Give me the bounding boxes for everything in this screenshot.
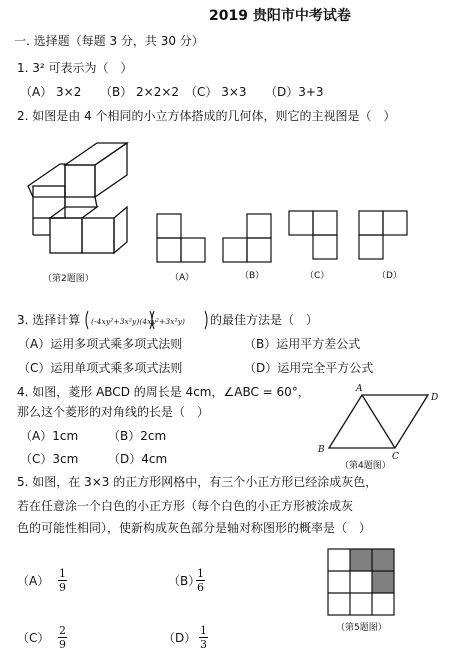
- q2-stem: 2. 如图是由 4 个相同的小立方体搭成的几何体，则它的主视图是（ ）: [17, 109, 396, 123]
- q5-option-b-fraction: 1 6: [197, 567, 204, 594]
- section-heading: 一. 选择题（每题 3 分，共 30 分）: [14, 34, 204, 48]
- q3-stem-prefix: 3. 选择计算: [17, 313, 81, 327]
- q4-caption: （第4题图）: [340, 461, 391, 471]
- q2-label-d: （D）: [377, 271, 402, 281]
- q4-option-d: （D）4cm: [108, 452, 168, 466]
- q5-option-d-fraction: 1 3: [200, 624, 207, 651]
- q5-option-c-fraction: 2 9: [59, 624, 66, 651]
- q2-option-b-figure: [223, 214, 271, 262]
- q4-vertex-c: C: [392, 452, 399, 462]
- q1-option-a: （A） 3×2: [20, 85, 82, 99]
- q4-option-b: （B）2cm: [108, 429, 167, 443]
- q2-option-a-figure: [157, 214, 205, 262]
- q4-line1: 4. 如图，菱形 ABCD 的周长是 4cm，∠ABC = 60°，: [17, 385, 310, 399]
- q5-option-b-letter: （B）: [168, 574, 201, 588]
- q5-line3: 色的可能性相同），使新构成灰色部分是轴对称图形的概率是（ ）: [17, 521, 372, 535]
- q5-option-d-letter: （D）: [163, 631, 197, 645]
- q5-option-a-fraction: 1 9: [59, 567, 66, 594]
- q5-grid: [328, 549, 394, 615]
- q4-vertex-a: A: [356, 384, 363, 394]
- q4-line2: 那么这个菱形的对角线的长是（ ）: [17, 405, 210, 419]
- q3-option-a: （A）运用多项式乘多项式法则: [18, 337, 183, 351]
- q3-option-b: （B）运用平方差公式: [244, 337, 361, 351]
- q3-stem-suffix: 的最佳方法是（ ）: [210, 313, 319, 327]
- q4-option-a: （A）1cm: [20, 429, 79, 443]
- q1-option-b: （B） 2×2×2: [100, 85, 180, 99]
- page-title: 2019 贵阳市中考试卷: [209, 8, 351, 24]
- q3-option-c: （C）运用单项式乘多项式法则: [18, 361, 183, 375]
- q2-label-a: （A）: [170, 273, 195, 283]
- q5-line2: 若在任意涂一个白色的小正方形（每个白色的小正方形被涂成灰: [17, 499, 354, 513]
- q2-label-b: （B）: [240, 271, 265, 281]
- q2-label-c: （C）: [305, 271, 330, 281]
- q5-option-c-letter: （C）: [17, 631, 50, 645]
- q5-option-a-letter: （A）: [17, 574, 50, 588]
- q4-vertex-b: B: [318, 445, 325, 455]
- q1-stem: 1. 3² 可表示为（ ）: [17, 61, 133, 75]
- q1-option-d: （D）3+3: [265, 85, 324, 99]
- q2-option-c-figure: [289, 211, 337, 259]
- q3-option-d: （D）运用完全平方公式: [244, 361, 374, 375]
- q3-expression: (-4xy²+3x²y)(4xy²+3x²y): [91, 317, 186, 326]
- q4-rhombus: [329, 395, 428, 448]
- q4-option-c: （C）3cm: [20, 452, 79, 466]
- q5-line1: 5. 如图，在 3×3 的正方形网格中，有三个小正方形已经涂成灰色，: [17, 475, 378, 489]
- q2-option-d-figure: [359, 211, 407, 259]
- q2-3d-solid: [28, 143, 127, 253]
- q5-caption: （第5题图）: [336, 623, 387, 633]
- q4-vertex-d: D: [431, 393, 439, 403]
- q2-caption: （第2题图）: [43, 274, 94, 284]
- q1-option-c: （C） 3×3: [185, 85, 247, 99]
